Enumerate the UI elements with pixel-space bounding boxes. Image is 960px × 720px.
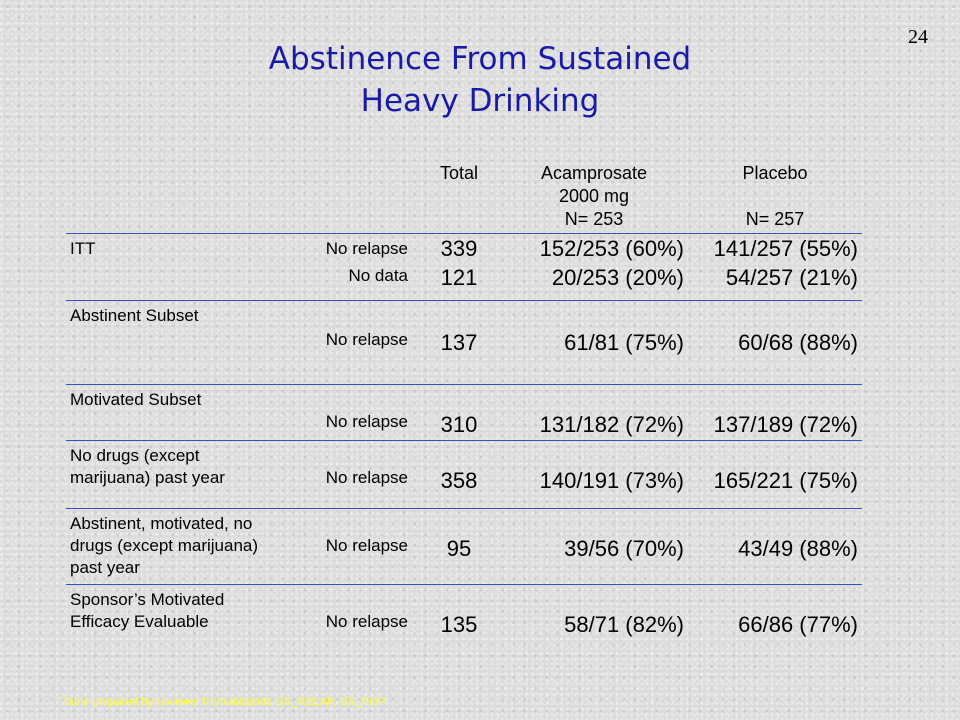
header-acamprosate-dose: 2000 mg: [558, 186, 630, 206]
results-table-container: [66, 158, 862, 647]
table-row: [66, 441, 862, 509]
group-label-line: Abstinent, motivated, no: [70, 514, 253, 533]
table-row: [66, 385, 862, 441]
title-line-1: Abstinence From Sustained: [268, 41, 692, 77]
condition-cell: No relapse: [298, 509, 418, 585]
placebo-cell: 43/49 (88%): [688, 509, 862, 585]
placebo-cell: 141/257 (55%): [688, 234, 862, 265]
group-label-line: drugs (except marijuana): [70, 536, 259, 555]
condition-cell: No relapse: [298, 585, 418, 647]
total-cell: 135: [418, 585, 500, 647]
slide-title: [0, 38, 960, 122]
condition-cell: No relapse: [298, 385, 418, 441]
group-label-motivated-subset: Motivated Subset: [66, 385, 298, 441]
header-total: Total: [439, 163, 479, 183]
header-placebo-n: N= 257: [745, 209, 805, 229]
group-label-line: No drugs (except: [70, 446, 200, 465]
header-acamprosate-n: N= 253: [564, 209, 624, 229]
acamprosate-cell: 61/81 (75%): [500, 301, 688, 385]
header-placebo: [688, 158, 862, 234]
total-cell: 121: [440, 264, 478, 290]
table-row: [66, 585, 862, 647]
header-acamprosate: [500, 158, 688, 234]
header-placebo-name: Placebo: [742, 163, 808, 183]
table-row: [66, 265, 862, 301]
placebo-cell: 60/68 (88%): [688, 301, 862, 385]
placebo-cell: 137/189 (72%): [688, 385, 862, 441]
total-cell: 95: [418, 509, 500, 585]
group-label-sponsors-motivated: [66, 585, 298, 647]
group-label-no-drugs: [66, 441, 298, 509]
table-row: [66, 301, 862, 385]
group-label-abstinent-subset: Abstinent Subset: [66, 301, 298, 385]
group-label-line: marijuana) past year: [70, 468, 225, 487]
group-label-line: Efficacy Evaluable: [70, 612, 209, 631]
header-acamprosate-name: Acamprosate: [540, 163, 648, 183]
table-row: [66, 509, 862, 585]
table-row: [66, 234, 862, 265]
condition-cell: No relapse: [298, 441, 418, 509]
group-label-itt: ITT: [66, 234, 298, 265]
acamprosate-cell: 58/71 (82%): [500, 585, 688, 647]
condition-cell: No relapse: [298, 301, 418, 385]
title-line-2: Heavy Drinking: [360, 83, 600, 119]
header-row: [66, 158, 862, 234]
condition-cell: No relapse: [298, 234, 418, 265]
group-label-line: Sponsor’s Motivated: [70, 590, 225, 609]
placebo-cell: 54/257 (21%): [725, 264, 858, 290]
acamprosate-cell: 152/253 (60%): [500, 234, 688, 265]
group-label-abstinent-motivated-no-drugs: [66, 509, 298, 585]
header-blank-2: [298, 158, 418, 234]
header-blank: [66, 158, 298, 234]
condition-cell: No data: [348, 265, 408, 285]
placebo-cell: 165/221 (75%): [688, 441, 862, 509]
placebo-cell: 66/86 (77%): [688, 585, 862, 647]
total-cell: 137: [418, 301, 500, 385]
acamprosate-cell: 20/253 (20%): [551, 264, 684, 290]
total-cell: 310: [418, 385, 500, 441]
table-footnote: Table prepared by reviewer from datasets US_RELAP, US_POP: [62, 696, 386, 708]
page-number: 24: [908, 26, 928, 48]
acamprosate-cell: 39/56 (70%): [500, 509, 688, 585]
acamprosate-cell: 131/182 (72%): [500, 385, 688, 441]
group-label-line: past year: [70, 558, 140, 577]
results-table: [66, 158, 862, 647]
total-cell: 358: [418, 441, 500, 509]
total-cell: 339: [418, 234, 500, 265]
acamprosate-cell: 140/191 (73%): [500, 441, 688, 509]
